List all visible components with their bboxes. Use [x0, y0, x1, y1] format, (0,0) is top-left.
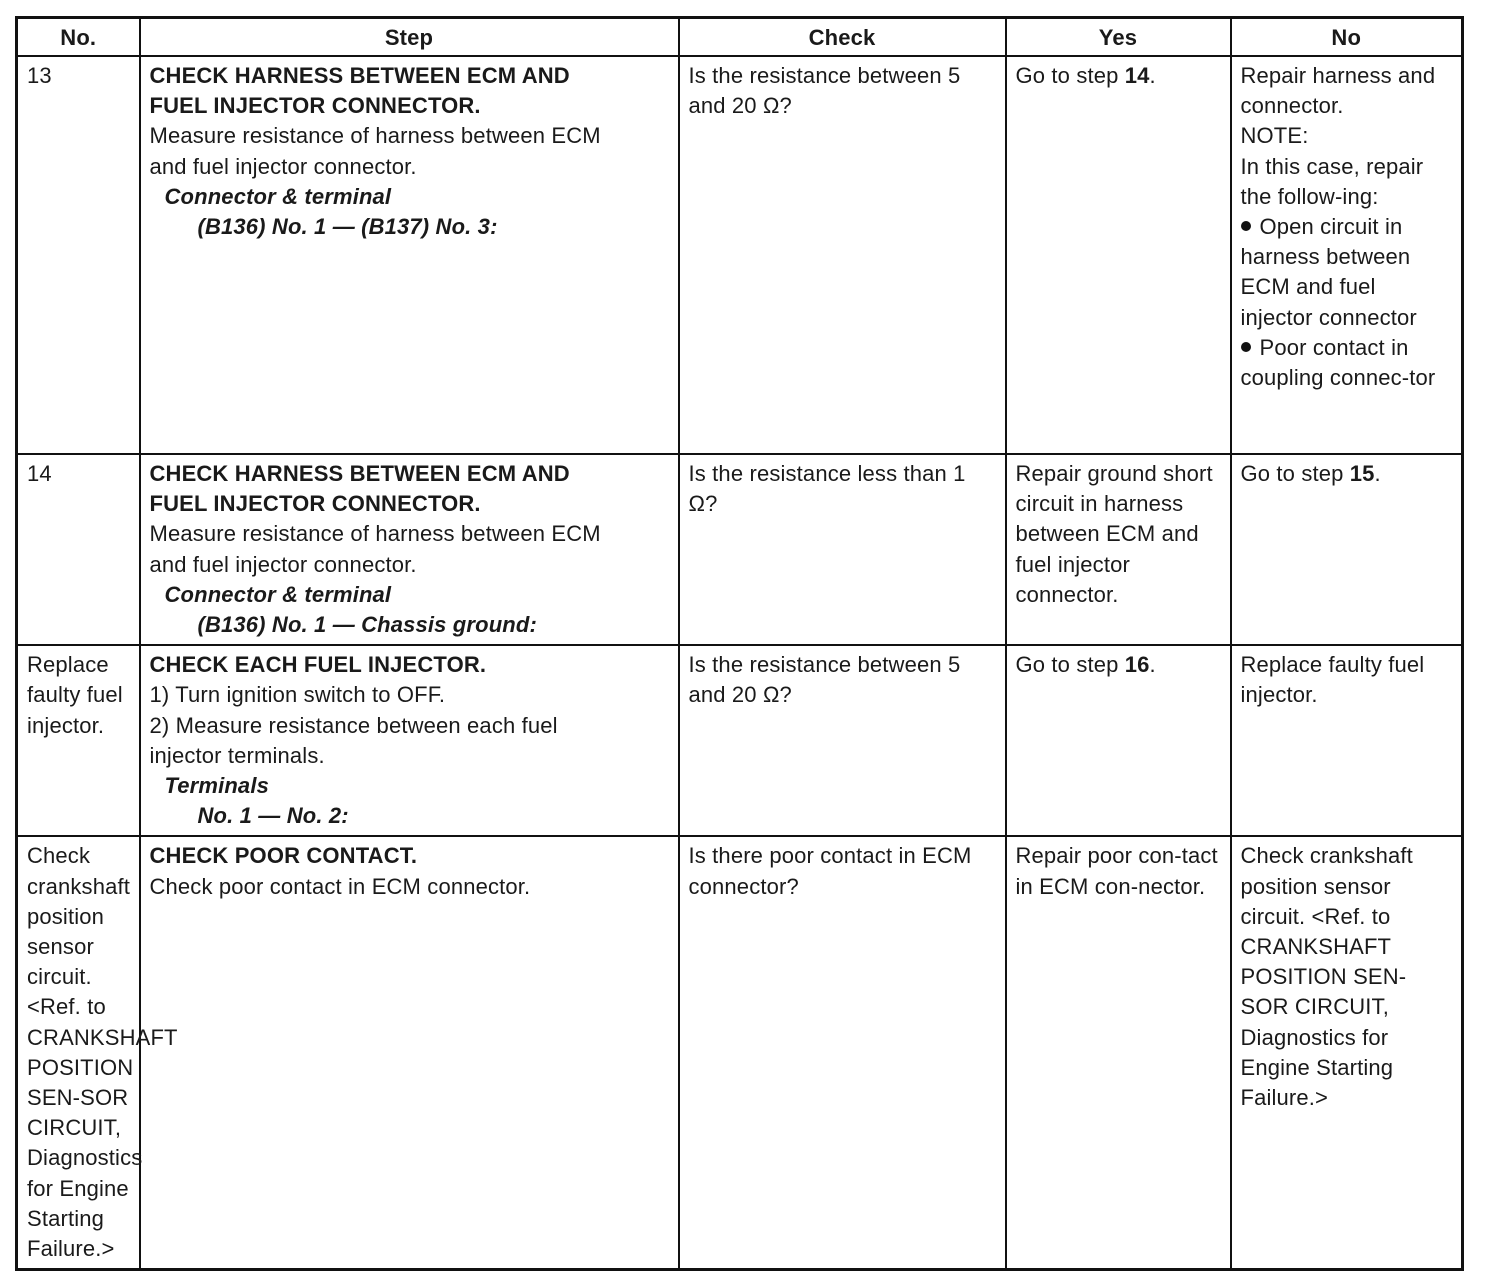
header-no: No. [17, 18, 140, 57]
step-text: Measure resistance of harness between ECM [149, 521, 601, 547]
step-title-cont: FUEL INJECTOR CONNECTOR. [149, 93, 481, 119]
check-cell: Is the resistance between 5 and 20 Ω? [679, 56, 1006, 454]
bullet-item [1241, 212, 1453, 333]
step-title: CHECK EACH FUEL INJECTOR. [149, 652, 487, 678]
step-text: injector terminals. [149, 742, 325, 768]
step-cell [140, 645, 679, 836]
yes-prefix: Go to step [1015, 652, 1125, 678]
step-sub-label: Terminals [164, 773, 269, 799]
no-cell: Check crankshaft position sensor circuit. <Ref. to CRANKSHAFT POSITION SEN-SOR CIRCUIT, Diagnostics for Engine Starting Failure.> [1231, 836, 1463, 1269]
yes-step-ref: 16 [1124, 652, 1150, 678]
step-text: and fuel injector connector. [149, 551, 417, 577]
table-row [17, 645, 1463, 836]
bullet-text: Poor contact in coupling connec-tor [1240, 334, 1436, 391]
step-cell [140, 56, 679, 454]
diagnostic-table [15, 16, 1464, 1271]
bullet-text: Open circuit in harness between ECM and fuel injector connector [1240, 214, 1417, 330]
check-cell: Is the resistance between 5 and 20 Ω? [679, 645, 1006, 836]
no-step-ref: 15 [1349, 461, 1375, 486]
header-row [17, 18, 1463, 57]
step-number: 14 [17, 454, 140, 645]
header-check: Check [679, 18, 1006, 57]
yes-cell: Repair ground short circuit in harness between ECM and fuel injector connector. [1006, 454, 1231, 645]
step-text: Check poor contact in ECM connector. [149, 873, 531, 899]
step-sub-value: (B136) No. 1 — (B137) No. 3: [197, 214, 498, 240]
header-yes: Yes [1006, 18, 1231, 57]
step-number: Check crankshaft position sensor circuit. <Ref. to CRANKSHAFT POSITION SEN-SOR CIRCUIT, Diagnostics for Engine Starting Failure.> [17, 836, 140, 1269]
header-no-answer: No [1231, 18, 1463, 57]
step-title: CHECK HARNESS BETWEEN ECM AND [149, 63, 570, 88]
yes-suffix: . [1149, 652, 1156, 678]
no-prefix: Go to step [1240, 461, 1350, 486]
step-text: and fuel injector connector. [149, 153, 417, 179]
yes-cell: Repair poor con-tact in ECM con-nector. [1006, 836, 1231, 1269]
table-row [17, 56, 1463, 454]
yes-step-ref: 14 [1124, 63, 1150, 88]
yes-prefix: Go to step [1015, 63, 1125, 88]
step-title: CHECK POOR CONTACT. [149, 843, 418, 869]
step-text: 2) Measure resistance between each fuel [149, 712, 558, 738]
bullet-icon [1241, 342, 1251, 352]
step-sub-label: Connector & terminal [164, 581, 392, 607]
no-cell [1231, 454, 1463, 645]
no-cell [1231, 56, 1463, 454]
step-sub-value: No. 1 — No. 2: [197, 803, 349, 829]
step-number: 13 [17, 56, 140, 454]
no-cell: Replace faulty fuel injector. [1231, 645, 1463, 836]
bullet-icon [1241, 221, 1251, 231]
step-cell [140, 454, 679, 645]
yes-cell [1006, 645, 1231, 836]
step-text: Measure resistance of harness between ECM [149, 123, 601, 149]
step-title-cont: FUEL INJECTOR CONNECTOR. [149, 491, 481, 517]
no-text: Repair harness and connector. [1240, 63, 1436, 119]
no-suffix: . [1374, 461, 1381, 486]
check-cell: Is there poor contact in ECM connector? [679, 836, 1006, 1269]
step-sub-value: (B136) No. 1 — Chassis ground: [197, 612, 537, 638]
step-sub-label: Connector & terminal [164, 183, 392, 209]
note-label: NOTE: [1240, 123, 1309, 149]
step-text: 1) Turn ignition switch to OFF. [149, 682, 446, 708]
table-row [17, 836, 1463, 1269]
yes-suffix: . [1149, 63, 1156, 88]
step-cell [140, 836, 679, 1269]
table-row [17, 454, 1463, 645]
header-step: Step [140, 18, 679, 57]
yes-cell [1006, 56, 1231, 454]
step-title: CHECK HARNESS BETWEEN ECM AND [149, 461, 570, 486]
no-text: In this case, repair the follow-ing: [1240, 153, 1424, 209]
bullet-item [1241, 333, 1453, 393]
check-cell: Is the resistance less than 1 Ω? [679, 454, 1006, 645]
step-number: Replace faulty fuel injector. [17, 645, 140, 836]
